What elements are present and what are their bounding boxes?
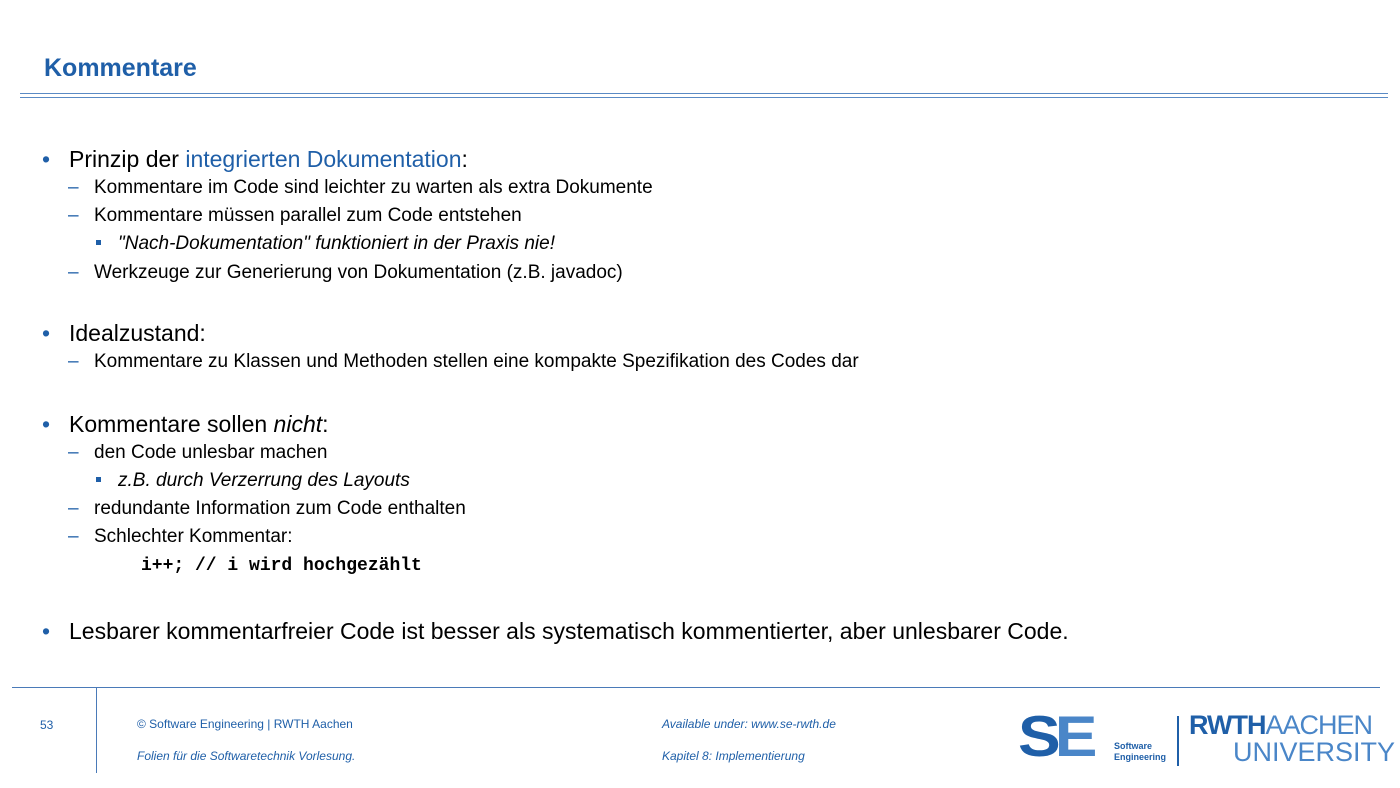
sub-bullet: – redundante Information zum Code enthalten	[68, 498, 466, 519]
code-example: i++; // i wird hochgezählt	[141, 556, 422, 576]
sub-bullet: – Werkzeuge zur Generierung von Dokumentation (z.B. javadoc)	[68, 262, 623, 283]
logo-separator	[1177, 716, 1179, 766]
sub-sub-bullet: "Nach-Dokumentation" funktioniert in der Praxis nie!	[118, 233, 555, 255]
title-divider	[20, 93, 1388, 94]
sub-sub-bullet: z.B. durch Verzerrung des Layouts	[118, 470, 410, 492]
sub-bullet: – Kommentare im Code sind leichter zu warten als extra Dokumente	[68, 177, 653, 198]
bullet-conclusion: • Lesbarer kommentarfreier Code ist besser als systematisch kommentierter, aber unlesbarer Code.	[42, 618, 1069, 644]
sub-bullet: – den Code unlesbar machen	[68, 442, 328, 463]
sub-bullet: – Kommentare zu Klassen und Methoden stellen eine kompakte Spezifikation des Codes dar	[68, 351, 859, 372]
page-number: 53	[40, 718, 54, 732]
title-divider-2	[20, 97, 1388, 98]
bullet-should-not: • Kommentare sollen nicht:	[42, 411, 329, 437]
sub-bullet: – Kommentare müssen parallel zum Code entstehen	[68, 205, 522, 226]
footer-chapter: Kapitel 8: Implementierung	[662, 749, 805, 763]
bullet-principle: • Prinzip der integrierten Dokumentation:	[42, 146, 468, 172]
square-bullet-icon	[96, 477, 101, 482]
footer-copyright: © Software Engineering | RWTH Aachen	[137, 717, 353, 731]
square-bullet-icon	[96, 240, 101, 245]
highlight-text: integrierten Dokumentation	[185, 146, 462, 172]
slide-title: Kommentare	[44, 54, 197, 82]
sub-bullet: – Schlechter Kommentar:	[68, 526, 293, 547]
rwth-logo: RWTHAACHEN UNIVERSITY	[1189, 710, 1396, 767]
footer-vertical-divider	[96, 687, 97, 773]
footer-course: Folien für die Softwaretechnik Vorlesung.	[137, 749, 356, 763]
bullet-marker: •	[42, 146, 51, 172]
bullet-ideal: • Idealzustand:	[42, 320, 206, 346]
footer-divider	[12, 687, 1380, 688]
se-logo: SE Software Engineering	[1018, 704, 1167, 769]
footer-available: Available under: www.se-rwth.de	[662, 717, 836, 731]
